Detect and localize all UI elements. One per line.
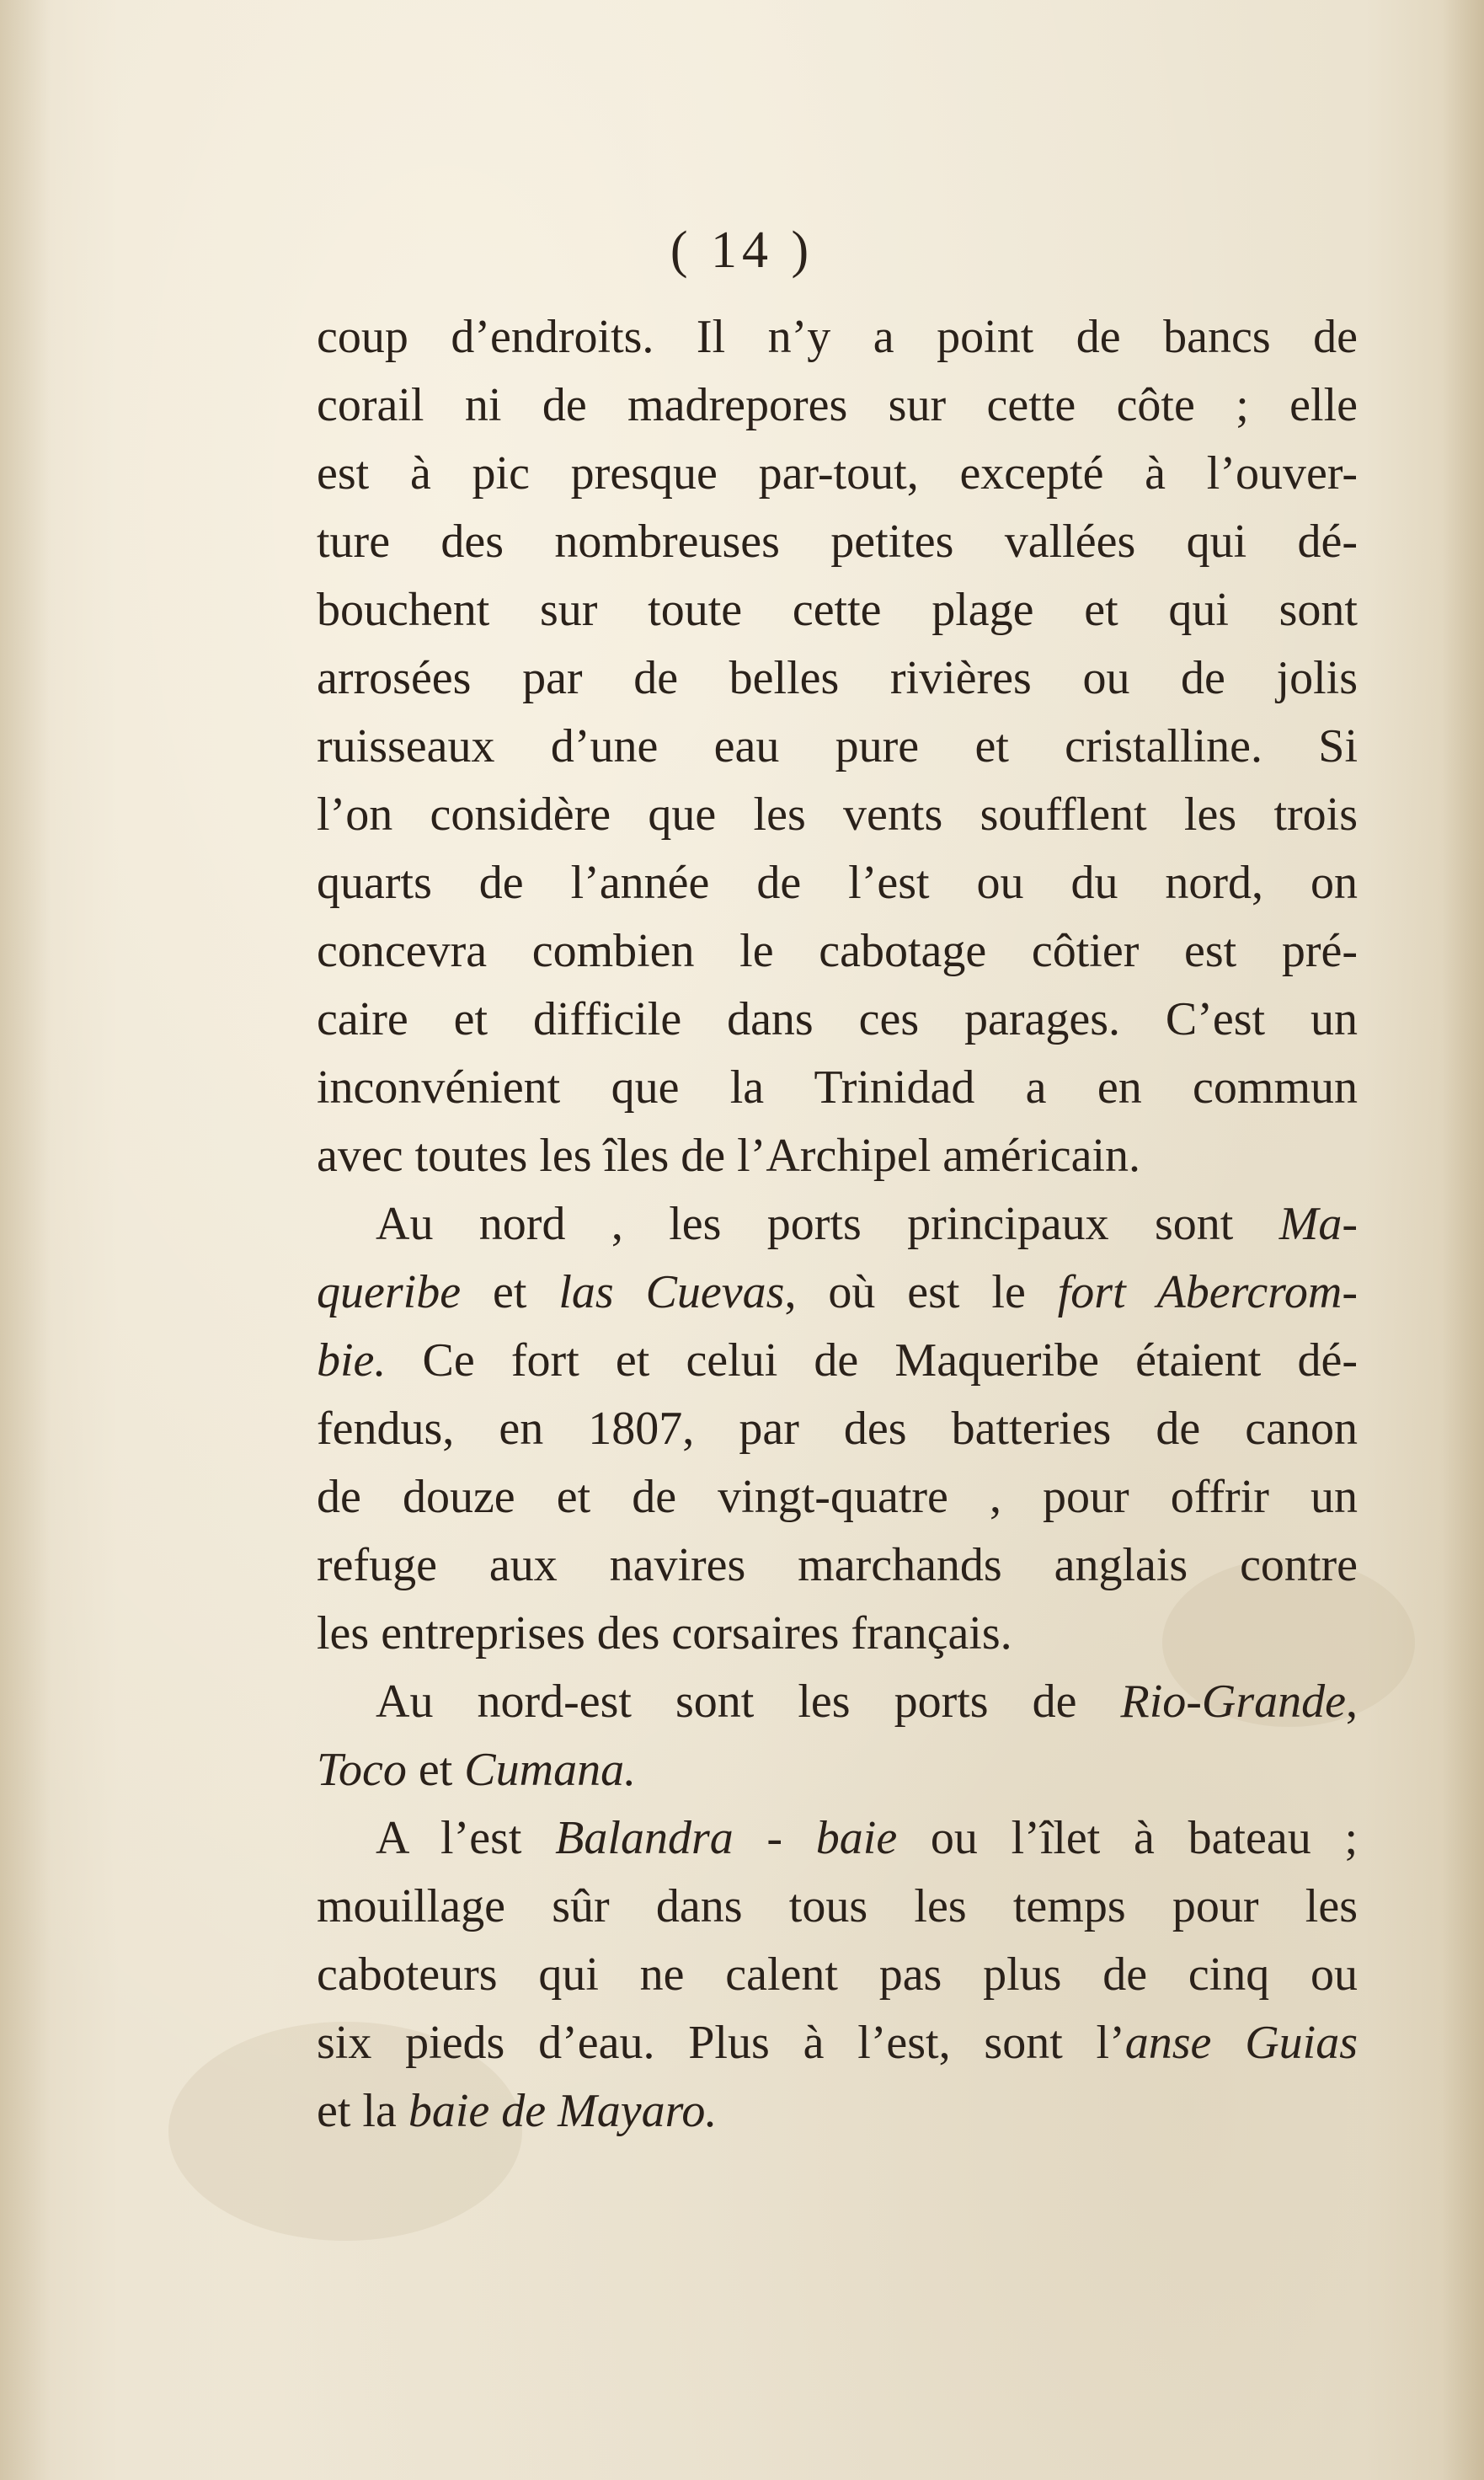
text-segment: bouchent sur toute cette plage et qui sont: [317, 584, 1358, 636]
text-line: [317, 986, 1358, 1054]
text-line: [317, 781, 1358, 849]
text-segment: et: [406, 1744, 465, 1796]
text-segment: ruisseaux d’une eau pure et cristalline. Si: [317, 720, 1358, 772]
page-number: ( 14 ): [670, 222, 814, 279]
text-segment: avec toutes les îles de l’Archipel américain.: [317, 1130, 1141, 1182]
text-segment: et la: [317, 2085, 408, 2137]
text-line: [317, 2077, 1358, 2146]
text-segment: est à pic presque par-tout, excepté à l’ouver-: [317, 447, 1358, 500]
text-segment: Ce fort et celui de Maqueribe étaient dé-: [386, 1334, 1358, 1387]
text-segment: arrosées par de belles rivières ou de jolis: [317, 652, 1358, 704]
page-edge-shadow-right: [1442, 0, 1484, 2480]
text-segment: l’on considère que les vents soufflent les trois: [317, 788, 1358, 841]
text-line: [317, 371, 1358, 440]
text-segment: Au nord , les ports principaux sont: [376, 1198, 1279, 1250]
text-line: [317, 917, 1358, 986]
text-line: [317, 1736, 1358, 1804]
text-line: [317, 2009, 1358, 2077]
text-segment: ,: [1346, 1676, 1358, 1728]
text-line: [317, 1190, 1358, 1259]
text-line: [317, 1395, 1358, 1463]
text-line: [317, 1259, 1358, 1327]
text-line: [317, 1600, 1358, 1668]
text-segment: six pieds d’eau. Plus à l’est, sont l’: [317, 2017, 1125, 2069]
text-line: [317, 1941, 1358, 2009]
page-edge-shadow-left: [0, 0, 51, 2480]
text-line: [317, 849, 1358, 917]
text-segment: A l’est: [376, 1812, 556, 1864]
text-segment: ture des nombreuses petites vallées qui dé-: [317, 516, 1358, 568]
text-segment: inconvénient que la Trinidad a en commun: [317, 1061, 1358, 1114]
italic-segment: Rio-Grande: [1120, 1676, 1346, 1728]
italic-segment: Balandra - baie: [555, 1812, 898, 1864]
italic-segment: anse Guias: [1124, 2017, 1358, 2069]
italic-segment: Cumana.: [464, 1744, 637, 1796]
text-line: [317, 1668, 1358, 1736]
text-line: [317, 1054, 1358, 1122]
text-segment: les entreprises des corsaires français.: [317, 1607, 1012, 1660]
italic-segment: baie de Mayaro.: [408, 2085, 718, 2137]
text-segment: de douze et de vingt-quatre , pour offrir un: [317, 1471, 1358, 1523]
text-segment: , où est le: [784, 1266, 1058, 1318]
text-segment: caire et difficile dans ces parages. C’est un: [317, 993, 1358, 1045]
text-line: [317, 1804, 1358, 1873]
text-segment: caboteurs qui ne calent pas plus de cinq ou: [317, 1948, 1358, 2001]
text-segment: ou l’îlet à bateau ;: [897, 1812, 1358, 1864]
text-segment: mouillage sûr dans tous les temps pour les: [317, 1880, 1358, 1932]
text-line: [317, 1122, 1358, 1190]
text-segment: Au nord-est sont les ports de: [376, 1676, 1121, 1728]
text-line: [317, 713, 1358, 781]
italic-segment: Ma-: [1278, 1198, 1358, 1250]
text-line: [317, 1531, 1358, 1600]
text-segment: refuge aux navires marchands anglais contre: [317, 1539, 1358, 1591]
text-segment: concevra combien le cabotage côtier est pré-: [317, 925, 1358, 977]
text-line: [317, 303, 1358, 371]
italic-segment: Toco: [317, 1744, 407, 1796]
text-line: [317, 1463, 1358, 1531]
text-segment: fendus, en 1807, par des batteries de canon: [317, 1403, 1358, 1455]
text-line: [317, 644, 1358, 713]
text-segment: coup d’endroits. Il n’y a point de bancs de: [317, 311, 1358, 363]
text-segment: et: [461, 1266, 559, 1318]
text-line: [317, 1873, 1358, 1941]
italic-segment: fort Abercrom-: [1057, 1266, 1358, 1318]
italic-segment: queribe: [317, 1266, 462, 1318]
text-segment: quarts de l’année de l’est ou du nord, on: [317, 857, 1358, 909]
text-line: [317, 576, 1358, 644]
text-segment: corail ni de madrepores sur cette côte ; elle: [317, 379, 1358, 431]
text-line: [317, 1327, 1358, 1395]
italic-segment: las Cuevas: [558, 1266, 785, 1318]
body-text: [317, 303, 1358, 2146]
text-line: [317, 508, 1358, 576]
text-line: [317, 440, 1358, 508]
italic-segment: bie.: [317, 1334, 387, 1387]
